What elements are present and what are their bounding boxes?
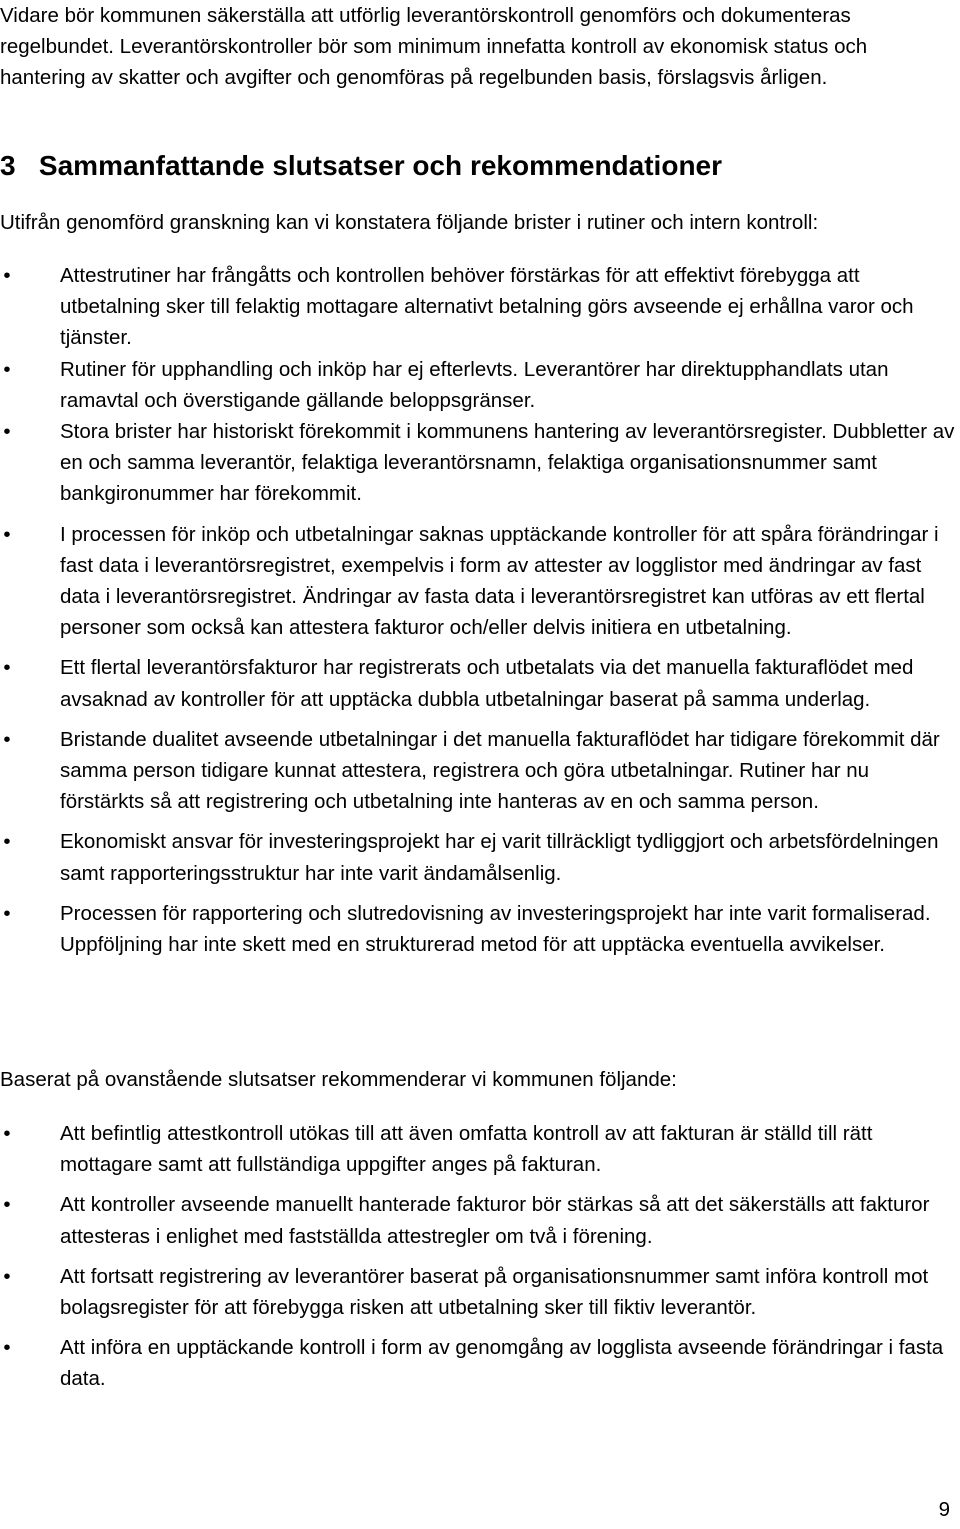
list-item (0, 519, 958, 644)
bullet-icon: • (3, 1193, 11, 1217)
finding-text: Rutiner för upphandling och inköp har ej efterlevts. Leverantörer har direktupphandlats utan ramavtal och överstigande gällande beloppsgränser. (60, 357, 889, 412)
finding-text: Processen för rapportering och slutredovisning av investeringsprojekt har inte varit formaliserad. Uppföljning har inte skett med en strukturerad metod för att upptäcka eventuella avvikelser. (60, 901, 931, 957)
recommendation-text: Att befintlig attestkontroll utökas till att även omfatta kontroll av att fakturan är ställd till rätt mottagare samt att fullständiga uppgifter anges på fakturan. (60, 1122, 873, 1177)
finding-text: Ekonomiskt ansvar för investeringsprojekt har ej varit tillräckligt tydliggjort och arbetsfördelningen samt rapporteringsstruktur har inte varit ändamålsenlig. (60, 830, 939, 885)
bullet-icon: • (3, 357, 11, 381)
section-title: Sammanfattande slutsatser och rekommendationer (38, 150, 723, 181)
finding-text: Bristande dualitet avseende utbetalningar i det manuella fakturaflödet har tidigare förekommit där samma person tidigare kunnat attestera, registrera och göra utbetalningar. Rutiner har nu förstärkts så att registrering och utbetalning inte hanteras av en och samma person. (60, 727, 940, 814)
section-heading (0, 148, 722, 184)
bullet-icon: • (3, 1122, 11, 1145)
intro-paragraph: Vidare bör kommunen säkerställa att utförlig leverantörskontroll genomförs och dokumenteras regelbundet. Leverantörskontroller bör som minimum innefatta kontroll av ekonomisk status och hantering av skatter och avgifter och genomföras på regelbunden basis, förslagsvis årligen. (0, 4, 868, 90)
finding-text: I processen för inköp och utbetalningar saknas upptäckande kontroller för att spåra förändringar i fast data i leverantörsregistret, exempelvis i form av attester av logglistor med ändringar av fast data i leverantörsregistret. Ändringar av fasta data i leverantörsregistret kan utföras av ett flertal personer som också kan attestera fakturor och/eller delvis initiera en utbetalning. (60, 522, 939, 640)
findings-list (0, 260, 958, 960)
list-item (0, 652, 958, 714)
bullet-icon: • (3, 901, 11, 925)
bullet-icon: • (3, 420, 11, 444)
finding-text: Attestrutiner har frångåtts och kontrollen behöver förstärkas för att effektivt förebygga att utbetalning sker till felaktig mottagare alternativt betalning görs avseende ej erhållna varor och tjänster. (60, 264, 914, 350)
list-item (0, 260, 958, 354)
finding-text: Stora brister har historiskt förekommit i kommunens hantering av leverantörsregister. Dubbletter av en och samma leverantör, felaktiga leverantörsnamn, felaktiga organisationsnummer samt bankgironummer har förekommit. (60, 420, 955, 506)
list-item (0, 724, 958, 818)
findings-lead: Utifrån genomförd granskning kan vi konstatera följande brister i rutiner och intern kontroll: (0, 211, 819, 234)
bullet-icon: • (3, 656, 11, 680)
section-number: 3 (0, 150, 16, 181)
list-item (0, 354, 958, 416)
recommendation-text: Att fortsatt registrering av leverantörer baserat på organisationsnummer samt införa kontroll mot bolagsregister för att förebygga risken att utbetalning sker till fiktiv leverantör. (60, 1264, 929, 1320)
recommendations-list (0, 1118, 958, 1395)
bullet-icon: • (3, 1264, 11, 1288)
bullet-icon: • (3, 727, 11, 751)
list-item (0, 826, 958, 888)
list-item (0, 898, 958, 960)
recommendation-text: Att införa en upptäckande kontroll i form av genomgång av logglista avseende förändringar i fasta data. (60, 1336, 944, 1391)
page-number: 9 (938, 1498, 950, 1521)
list-item (0, 1261, 958, 1323)
list-item (0, 1332, 958, 1394)
bullet-icon: • (3, 1336, 11, 1360)
recommendations-lead: Baserat på ovanstående slutsatser rekommenderar vi kommunen följande: (0, 1068, 677, 1091)
bullet-icon: • (3, 264, 11, 287)
bullet-icon: • (3, 830, 11, 854)
finding-text: Ett flertal leverantörsfakturor har registrerats och utbetalats via det manuella fakturaflödet med avsaknad av kontroller för att upptäcka dubbla utbetalningar baserat på samma underlag. (60, 656, 914, 711)
list-item (0, 1118, 958, 1180)
list-item (0, 416, 958, 510)
recommendation-text: Att kontroller avseende manuellt hanterade fakturor bör stärkas så att det säkerställs att fakturor attesteras i enlighet med fastställda attestregler om två i förening. (60, 1193, 930, 1248)
bullet-icon: • (3, 522, 11, 546)
list-item (0, 1189, 958, 1251)
